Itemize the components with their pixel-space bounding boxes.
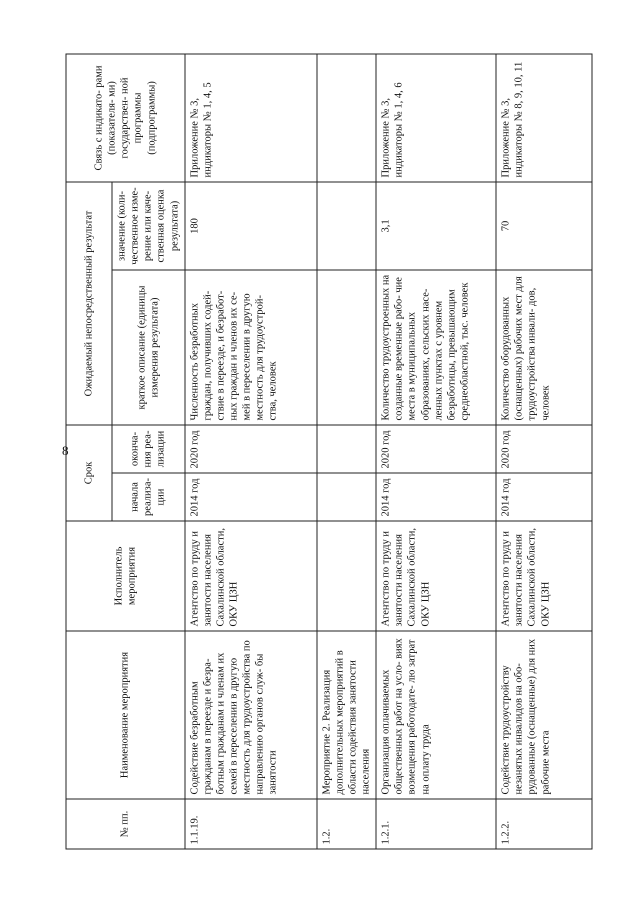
header-executor: Исполнитель мероприятия [66,521,185,631]
row-num: 1.1.19. [185,799,317,849]
table-row [185,54,317,849]
page-number: 8 [62,443,69,458]
row-name: Содействие трудоустройству незанятых инвалидов на обо- рудованные (оснащенные) для них рабочие места [496,631,592,799]
header-term: Срок [66,425,112,521]
row-link [317,54,377,182]
header-row-1 [66,54,112,849]
rotated-table-wrapper [66,55,576,850]
header-name: Наименование мероприятия [66,631,185,799]
row-name: Организация оплачиваемых общественных работ на усло- виях возмещения работодате- лю затрат на оплату труда [376,631,496,799]
table-row [496,54,592,849]
row-executor: Агентство по труду и занятости населения Сахалинской области, ОКУ ЦЗН [496,521,592,631]
row-value: 70 [496,182,592,270]
row-link: Приложение № 3, индикаторы № 1, 4, 5 [185,54,317,182]
header-expected-value: значение (коли- чественное изме- рение или каче- ственная оценка результата) [112,182,185,270]
row-executor [317,521,377,631]
row-start: 2014 год [376,473,496,521]
header-term-end: оконча- ния реа- лизации [112,425,185,473]
row-desc: Численность безработных граждан, получивших содей- ствие в переезде, и безработ- ных граждан и членов их се- мей в переселении в другую местность для трудоустрой- ства, человек [185,270,317,425]
header-expected-desc: краткое описание (единицы измерения результата) [112,270,185,425]
row-name: Мероприятие 2. Реализация дополнительных мероприятий в области содействия занятости населения [317,631,377,799]
header-expected: Ожидаемый непосредственный результат [66,182,112,425]
row-end: 2020 год [376,425,496,473]
row-value: 3,1 [376,182,496,270]
row-executor: Агентство по труду и занятости населения Сахалинской области, ОКУ ЦЗН [376,521,496,631]
row-link: Приложение № 3, индикаторы № 1, 4, 6 [376,54,496,182]
row-end: 2020 год [496,425,592,473]
row-desc: Количество оборудованных (оснащенных) рабочих мест для трудоустройства инвали- дов, человек [496,270,592,425]
table-row [376,54,496,849]
row-value [317,182,377,270]
row-name: Содействие безработным гражданам в переезде и безра- ботным гражданам и членам их семей в переселении в другую местность для трудоустройства по направлению органов служ- бы занятости [185,631,317,799]
row-desc: Количество трудоустроенных на созданные временные рабо- чие места в муниципальных образованиях, сельских насе- ленных пунктах с уровнем безработицы, превышающим среднеобластной, тыс. человек [376,270,496,425]
row-executor: Агентство по труду и занятости населения Сахалинской области, ОКУ ЦЗН [185,521,317,631]
row-link: Приложение № 3, индикаторы № 8, 9, 10, 11 [496,54,592,182]
activities-table [66,53,593,849]
row-start: 2014 год [496,473,592,521]
table-row [317,54,377,849]
row-num: 1.2.2. [496,799,592,849]
row-value: 180 [185,182,317,270]
row-end: 2020 год [185,425,317,473]
row-desc [317,270,377,425]
row-end [317,425,377,473]
header-term-start: начала реализа- ции [112,473,185,521]
row-start: 2014 год [185,473,317,521]
row-num: 1.2. [317,799,377,849]
header-num: № пп. [66,799,185,849]
row-num: 1.2.1. [376,799,496,849]
row-start [317,473,377,521]
header-link: Связь с индикато- рами (показателя- ми) государствен- ной программы (подпрограммы) [66,54,185,182]
